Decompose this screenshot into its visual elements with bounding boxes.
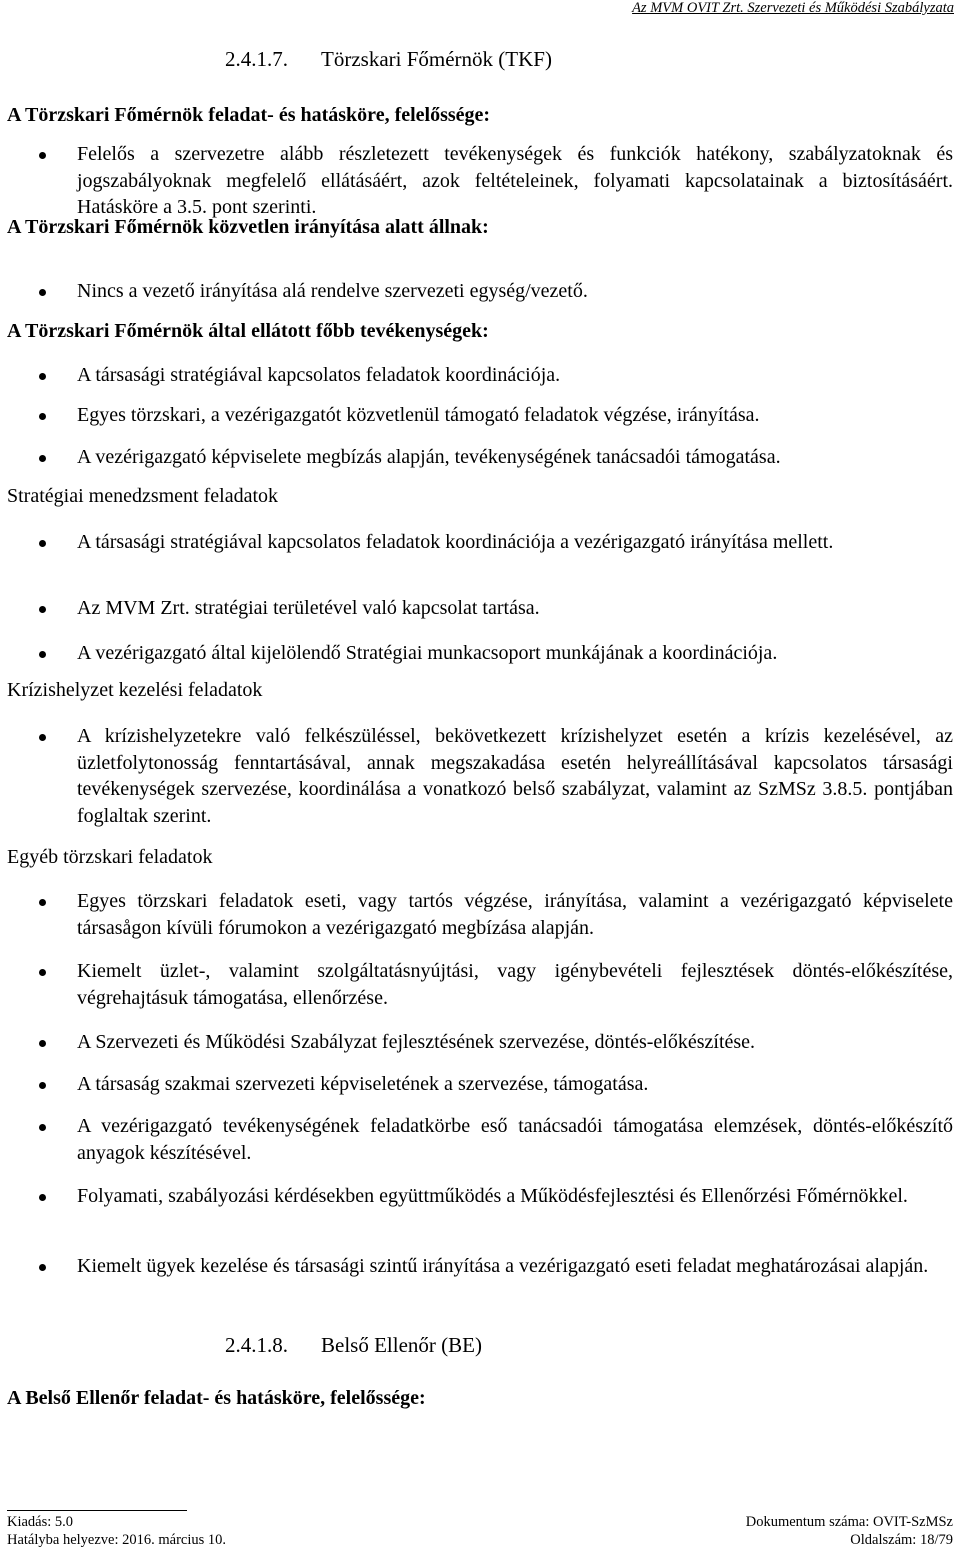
bullet-icon [39,969,46,976]
bullet-icon [39,651,46,658]
heading-activities: A Törzskari Főmérnök által ellátott főbb tevékenységek: [7,320,489,342]
bullet-icon [39,1194,46,1201]
bullet-icon [39,1040,46,1047]
section-title-text: Belső Ellenőr (BE) [321,1333,482,1357]
section-title-text: Törzskari Főmérnök (TKF) [321,47,552,71]
footer-edition: Kiadás: 5.0 [7,1514,74,1530]
footer-page-number: Oldalszám: 18/79 [850,1532,953,1548]
heading-strategy: Stratégiai menedzsment feladatok [7,485,279,507]
list-item-other: Egyes törzskari feladatok eseti, vagy tartós végzése, irányítása, valamint a vezérigazgató képviselete társasågon kívüli fórumokon a vezérigazgató megbízása alapján. [77,890,953,939]
heading-crisis: Krízishelyzet kezelési feladatok [7,679,263,701]
list-item-other: A vezérigazgató tevékenységének feladatkörbe eső tanácsadói támogatása elemzések, döntés-előkészítő anyagok készítésével. [77,1115,953,1164]
section-title-tkf [225,47,552,72]
section-title-be [225,1333,482,1358]
bullet-icon [39,540,46,547]
bullet-icon [39,1082,46,1089]
list-item-strategy: A társasági stratégiával kapcsolatos feladatok koordinációja a vezérigazgató irányítása mellett. [77,531,834,553]
bullet-icon [39,899,46,906]
list-item-other: Kiemelt ügyek kezelése és társasági szintű irányítása a vezérigazgató eseti feladat meghatározásai alapján. [77,1255,929,1277]
list-item-other: A társaság szakmai szervezeti képviseletének a szervezése, támogatása. [77,1073,649,1095]
header-title: Az MVM OVIT Zrt. Szervezeti és Működési Szabályzata [632,0,954,16]
list-item-strategy: A vezérigazgató által kijelölendő Stratégiai munkacsoport munkájának a koordinációja. [77,642,778,664]
section-number: 2.4.1.8. [225,1333,288,1357]
bullet-icon [39,1264,46,1271]
list-item-strategy: Az MVM Zrt. stratégiai területével való kapcsolat tartása. [77,597,540,619]
list-item-duty: Felelős a szervezetre alább részletezett tevékenységek és funkciók hatékony, szabályzatoknak és jogszabályoknak megfelelő ellátásáért, azok feltételeinek, folyamati kapcsolatainak a biztosításáért. Hatásköre a 3.5. pont szerinti. [77,143,953,218]
list-item-other: Folyamati, szabályozási kérdésekben együttműködés a Működésfejlesztési és Ellenőrzési Főmérnökkel. [77,1185,908,1207]
heading-direct-reports: A Törzskari Főmérnök közvetlen irányítása alatt állnak: [7,216,489,238]
bullet-icon [39,373,46,380]
bullet-icon [39,455,46,462]
bullet-icon [39,289,46,296]
heading-duties: A Törzskari Főmérnök feladat- és hatásköre, felelőssége: [7,104,491,126]
footer-doc-number: Dokumentum száma: OVIT-SzMSz [745,1514,953,1530]
bullet-icon [39,1124,46,1131]
footer-effective-date: Hatályba helyezve: 2016. március 10. [7,1532,227,1548]
bullet-icon [39,606,46,613]
list-item-other: A Szervezeti és Működési Szabályzat fejlesztésének szervezése, döntés-előkészítése. [77,1031,756,1053]
footer-divider [7,1510,187,1511]
list-item-activity: Egyes törzskari, a vezérigazgatót közvetlenül támogató feladatok végzése, irányítása. [77,404,760,426]
list-item-activity: A vezérigazgató képviselete megbízás alapján, tevékenységének tanácsadói támogatása. [77,446,781,468]
list-item-direct: Nincs a vezető irányítása alá rendelve szervezeti egység/vezető. [77,280,588,302]
heading-be-duties: A Belső Ellenőr feladat- és hatásköre, felelőssége: [7,1387,426,1409]
list-item-crisis: A krízishelyzetekre való felkészüléssel, bekövetkezett krízishelyzet esetén a krízis kezelésével, az üzletfolytonosság fenntartásával, annak megszakadása esetén helyreállításával kapcsolatos társasági tevékenységek szervezése, koordinálása a vonatkozó belső szabályzat, valamint az SzMSz 3.8.5. pontjában foglaltak szerint. [77,725,953,827]
bullet-icon [39,152,46,159]
section-number: 2.4.1.7. [225,47,288,71]
list-item-activity: A társasági stratégiával kapcsolatos feladatok koordinációja. [77,364,561,386]
list-item-other: Kiemelt üzlet-, valamint szolgáltatásnyújtási, vagy igénybevételi fejlesztések döntés-előkészítése, végrehajtásuk támogatása, ellenőrzése. [77,960,953,1009]
bullet-icon [39,734,46,741]
bullet-icon [39,413,46,420]
heading-other: Egyéb törzskari feladatok [7,846,213,868]
